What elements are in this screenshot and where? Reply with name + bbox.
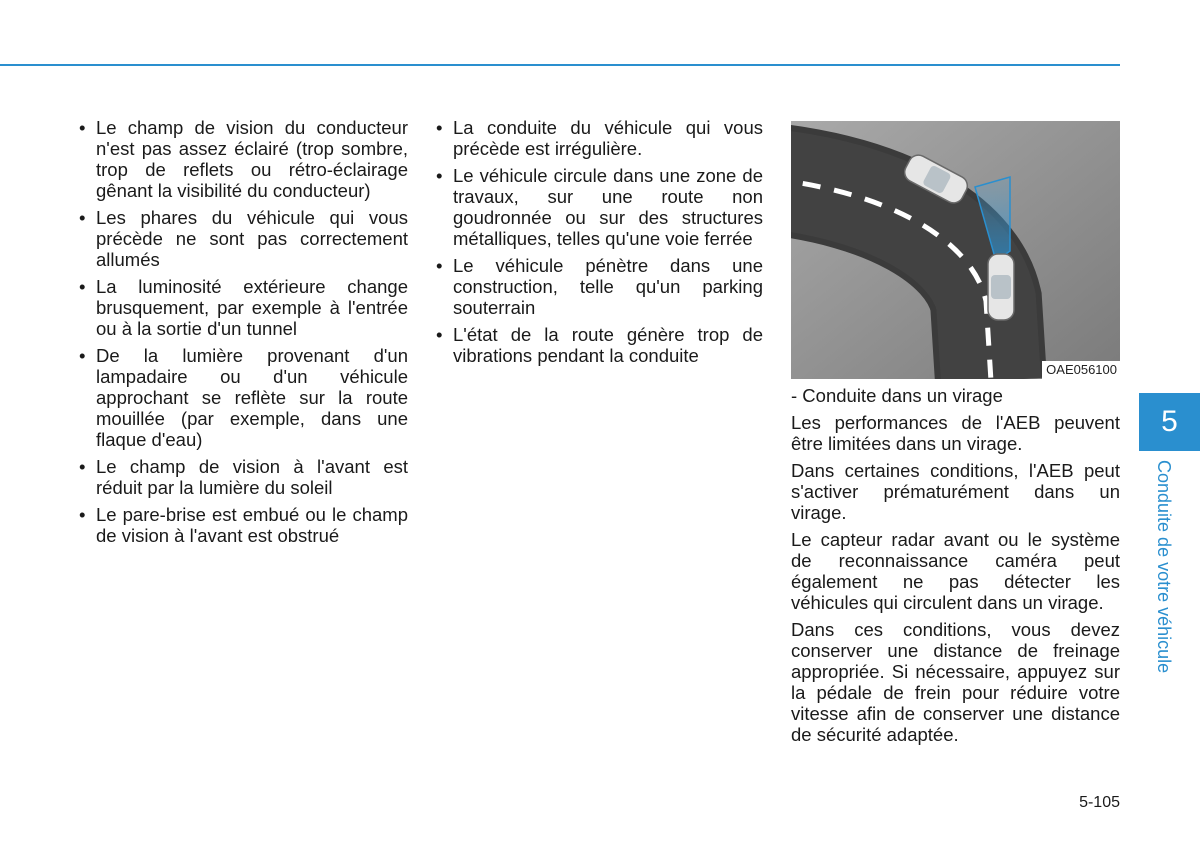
header-rule [0, 64, 1120, 66]
list-item: • Le véhicule pénètre dans une construction, telle qu'un parking souterrain [435, 255, 763, 318]
list-item: • L'état de la route génère trop de vibrations pendant la conduite [435, 324, 763, 366]
chapter-number-tab: 5 [1139, 393, 1200, 451]
list-item: • Le pare-brise est embué ou le champ de vision à l'avant est obstrué [78, 504, 408, 546]
list-item: • Le véhicule circule dans une zone de travaux, sur une route non goudronnée ou sur des structures métalliques, telles qu'une voie ferrée [435, 165, 763, 249]
paragraph: Le capteur radar avant ou le système de reconnaissance caméra peut également ne pas détecter les véhicules qui circulent dans un virage. [791, 529, 1120, 613]
middle-bullet-list [435, 117, 763, 366]
figure-code: OAE056100 [1042, 361, 1120, 379]
chapter-title: Conduite de votre véhicule [1154, 460, 1174, 674]
curve-illustration [791, 121, 1120, 379]
list-item: • Les phares du véhicule qui vous précède ne sont pas correctement allumés [78, 207, 408, 270]
list-item: • La conduite du véhicule qui vous précède est irrégulière. [435, 117, 763, 159]
figure-caption: - Conduite dans un virage [791, 385, 1003, 406]
right-column [791, 121, 1120, 751]
page-number: 5-105 [1079, 794, 1120, 811]
list-item: • Le champ de vision à l'avant est réduit par la lumière du soleil [78, 456, 408, 498]
left-bullet-list [78, 117, 408, 546]
list-item: • Le champ de vision du conducteur n'est pas assez éclairé (trop sombre, trop de reflets ou rétro-éclairage gênant la visibilité du conducteur) [78, 117, 408, 201]
list-item: • De la lumière provenant d'un lampadaire ou d'un véhicule approchant se reflète sur la route mouillée (par exemple, dans une flaque d'eau) [78, 345, 408, 450]
middle-column [435, 117, 763, 372]
list-item: • La luminosité extérieure change brusquement, par exemple à l'entrée ou à la sortie d'un tunnel [78, 276, 408, 339]
paragraph: Dans ces conditions, vous devez conserver une distance de freinage appropriée. Si nécessaire, appuyez sur la pédale de frein pour réduire votre vitesse afin de conserver une distance de sécurité adaptée. [791, 619, 1120, 745]
left-column [78, 117, 408, 552]
paragraph: Dans certaines conditions, l'AEB peut s'activer prématurément dans un virage. [791, 460, 1120, 523]
paragraph: Les performances de l'AEB peuvent être limitées dans un virage. [791, 412, 1120, 454]
road-curve-illustration [791, 121, 1120, 379]
